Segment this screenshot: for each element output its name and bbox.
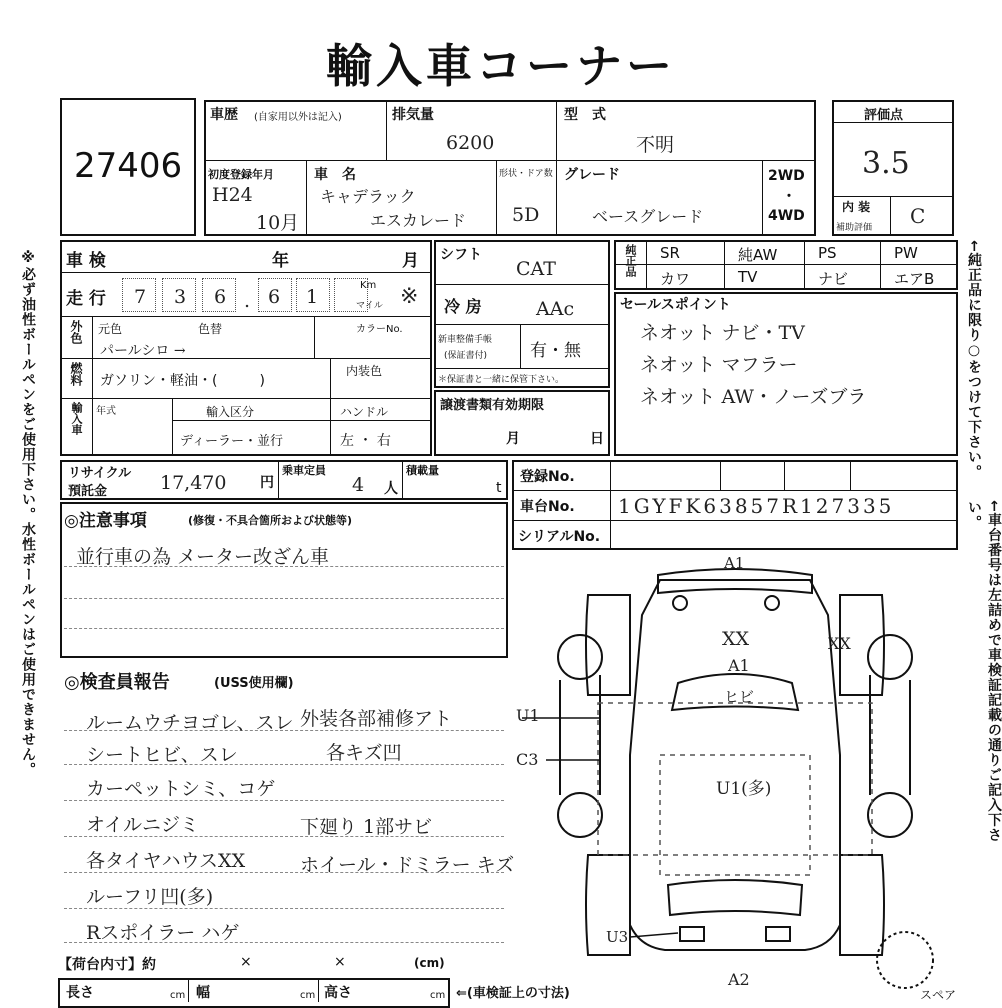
- odometer-digit: 7: [134, 286, 147, 308]
- transfer-month: 月: [506, 431, 520, 447]
- km-label: Km: [360, 280, 377, 291]
- odometer-digit: 6: [268, 286, 281, 308]
- transfer-label: 譲渡書類有効期限: [440, 398, 545, 413]
- drive-2wd: 2WD: [768, 168, 805, 184]
- import-type-label: 輸入区分: [206, 405, 255, 419]
- cargo-label: 【荷台内寸】約: [58, 957, 156, 973]
- equipment-item: TV: [738, 268, 758, 286]
- lot-number: 27406: [74, 146, 183, 186]
- odometer-digit: 1: [306, 286, 319, 308]
- recycle-label-1: リサイクル: [68, 466, 132, 481]
- lot-number-box: [60, 98, 196, 236]
- cargo-width-label: 幅: [196, 985, 210, 1001]
- import-type-value: ディーラー・並行: [180, 434, 283, 449]
- repaint-label: 色替: [198, 322, 223, 336]
- mark-a2-bottom: A2: [728, 970, 750, 989]
- car-name-label: 車 名: [314, 167, 356, 183]
- notes-label: ◎注意事項: [64, 511, 147, 531]
- serial-label: シリアルNo.: [518, 529, 601, 545]
- odometer-digit: 3: [174, 286, 187, 308]
- history-note: (自家用以外は記入): [254, 112, 342, 123]
- inspector-left-1: ルームウチヨゴレ、スレ: [86, 712, 294, 734]
- manual-label-2: (保証書付): [444, 351, 488, 361]
- capacity-label: 乗車定員: [282, 464, 326, 477]
- first-reg-year: H24: [212, 184, 253, 206]
- score-value: 3.5: [862, 146, 910, 181]
- sales-item-2: ネオット マフラー: [640, 354, 798, 376]
- recycle-label-2: 預託金: [68, 484, 108, 499]
- cargo-x2: ×: [334, 954, 346, 970]
- first-reg-label: 初度登録年月: [208, 168, 274, 181]
- car-name-1: キャデラック: [320, 187, 416, 206]
- shift-label: シフト: [440, 247, 482, 263]
- grade-value: ベースグレード: [592, 207, 704, 226]
- inspector-sub: (USS使用欄): [214, 676, 294, 691]
- cargo-height-label: 高さ: [324, 985, 352, 1001]
- inspector-right-2: 各キズ凹: [326, 742, 402, 764]
- inspector-left-6: ルーフリ凹(多): [86, 886, 214, 908]
- manual-label-1: 新車整備手帳: [438, 335, 493, 345]
- inspector-right-5: ホイール・ドミラー キズ: [300, 854, 515, 876]
- odometer-digit: 6: [214, 286, 227, 308]
- equipment-item: 純AW: [738, 246, 778, 264]
- inspector-right-1: 外装各部補修アト: [300, 708, 453, 730]
- fuel-value: ガソリン・軽油・( ): [100, 373, 265, 389]
- equipment-item: PW: [894, 244, 918, 262]
- side-note-left: ※必ず油性ボールペンをご使用下さい。水性ボールペンはご使用できません。: [20, 250, 36, 777]
- orig-color-value: パールシロ →: [100, 343, 186, 359]
- inspector-left-5: 各タイヤハウスXX: [86, 850, 246, 872]
- shaken-label: 車 検: [66, 251, 106, 271]
- spare-label: スペア: [920, 988, 957, 1002]
- sales-item-1: ネオット ナビ・TV: [640, 322, 805, 344]
- side-note-right-top: ←純正品に限り○をつけて下さい。: [966, 240, 982, 480]
- mark-u1-left: U1: [516, 706, 540, 725]
- mark-hibi: ヒビ: [724, 688, 755, 706]
- inspector-label: ◎検査員報告: [64, 672, 170, 693]
- model-year-label: 年式: [96, 406, 116, 417]
- load-label: 積載量: [406, 464, 439, 477]
- mark-c3-left: C3: [516, 750, 539, 769]
- mileage-separator: .: [244, 290, 251, 312]
- shaken-month-label: 月: [402, 251, 419, 271]
- inspector-left-3: カーペットシミ、コゲ: [86, 778, 276, 800]
- mark-xx-right: XX: [828, 634, 851, 653]
- mileage-mark: ※: [400, 284, 419, 309]
- capacity-value: 4: [352, 474, 365, 496]
- grade-label: グレード: [564, 167, 620, 183]
- interior-value: C: [910, 204, 926, 228]
- first-reg-month: 10月: [256, 212, 300, 234]
- mark-a1-top: A1: [724, 554, 745, 572]
- drive-dot: ・: [782, 189, 796, 205]
- side-note-right-bottom: ←車台番号は左詰めで車検証記載の通りご記入下さい。: [966, 500, 1002, 843]
- drive-4wd: 4WD: [768, 208, 805, 224]
- reg-label: 登録No.: [520, 469, 575, 485]
- doors-label: 形状・ドア数: [499, 169, 553, 179]
- sales-item-3: ネオット AW・ノーズブラ: [640, 386, 867, 408]
- inspector-left-7: Rスポイラー ハゲ: [86, 922, 240, 944]
- shift-value: CAT: [516, 258, 556, 280]
- manual-note: ＊保証書と一緒に保管下さい。: [438, 375, 565, 385]
- shaken-year-label: 年: [272, 251, 289, 271]
- equipment-item: PS: [818, 244, 837, 262]
- inspector-left-2: シートヒビ、スレ: [86, 744, 238, 766]
- inspector-right-4: 下廻り 1部サビ: [300, 816, 433, 838]
- aircon-value: AAc: [536, 298, 575, 320]
- cargo-width-cm: cm: [300, 990, 316, 1001]
- cargo-height-cm: cm: [430, 990, 446, 1001]
- displacement-label: 排気量: [392, 107, 434, 123]
- equipment-item: SR: [660, 244, 680, 262]
- chassis-value: 1GYFK63857R127335: [618, 494, 895, 518]
- notes-sub: (修復・不具合箇所および状態等): [188, 514, 353, 527]
- equipment-item: エアB: [894, 270, 935, 288]
- mile-label: マイル: [356, 301, 383, 311]
- interior-label-1: 内 装: [842, 200, 871, 214]
- doors-value: 5D: [512, 204, 540, 226]
- interior-label-2: 補助評価: [836, 223, 873, 233]
- cargo-x1: ×: [240, 954, 252, 970]
- import-side-label: 輸入車: [70, 402, 83, 435]
- load-unit: t: [496, 480, 502, 496]
- interior-color-label: 内装色: [346, 364, 383, 378]
- orig-color-label: 元色: [98, 322, 123, 336]
- fuel-side-label: 燃料: [69, 362, 83, 386]
- cargo-dims-box: [58, 978, 450, 1008]
- capacity-unit: 人: [384, 481, 398, 497]
- handle-label: ハンドル: [340, 405, 389, 419]
- sales-label: セールスポイント: [620, 297, 731, 313]
- mark-a1-hood: A1: [728, 656, 750, 675]
- equipment-item: ナビ: [818, 270, 849, 288]
- pure-label: 純正品: [624, 244, 637, 277]
- aircon-label: 冷 房: [444, 297, 482, 316]
- cargo-length-label: 長さ: [66, 985, 94, 1001]
- color-side-label: 外色: [69, 320, 83, 344]
- history-label: 車歴: [210, 107, 238, 123]
- model-value: 不明: [636, 134, 675, 156]
- model-label: 型 式: [564, 107, 606, 123]
- score-label: 評価点: [864, 108, 904, 123]
- recycle-unit: 円: [260, 475, 274, 491]
- handle-value: 左 ・ 右: [340, 433, 391, 449]
- displacement-value: 6200: [446, 132, 495, 154]
- page-title: 輸入車コーナー: [326, 39, 676, 93]
- mark-u3-rear: U3: [606, 928, 629, 946]
- cargo-length-cm: cm: [170, 990, 186, 1001]
- manual-value: 有・無: [530, 341, 581, 361]
- mileage-label: 走 行: [66, 289, 106, 309]
- cargo-unit: (cm): [414, 956, 445, 970]
- mark-u1-roof: U1(多): [716, 779, 772, 799]
- equipment-item: カワ: [660, 270, 691, 288]
- notes-line-1: 並行車の為 メーター改ざん車: [76, 546, 330, 568]
- car-name-2: エスカレード: [370, 211, 467, 230]
- inspector-left-4: オイルニジミ: [86, 814, 200, 836]
- recycle-value: 17,470: [160, 472, 227, 494]
- cargo-note: ⇐(車検証上の寸法): [456, 986, 570, 1001]
- color-no-label: カラーNo.: [356, 324, 403, 335]
- chassis-label: 車台No.: [520, 499, 575, 515]
- transfer-day: 日: [590, 431, 604, 447]
- mark-xx-hood: XX: [722, 628, 750, 650]
